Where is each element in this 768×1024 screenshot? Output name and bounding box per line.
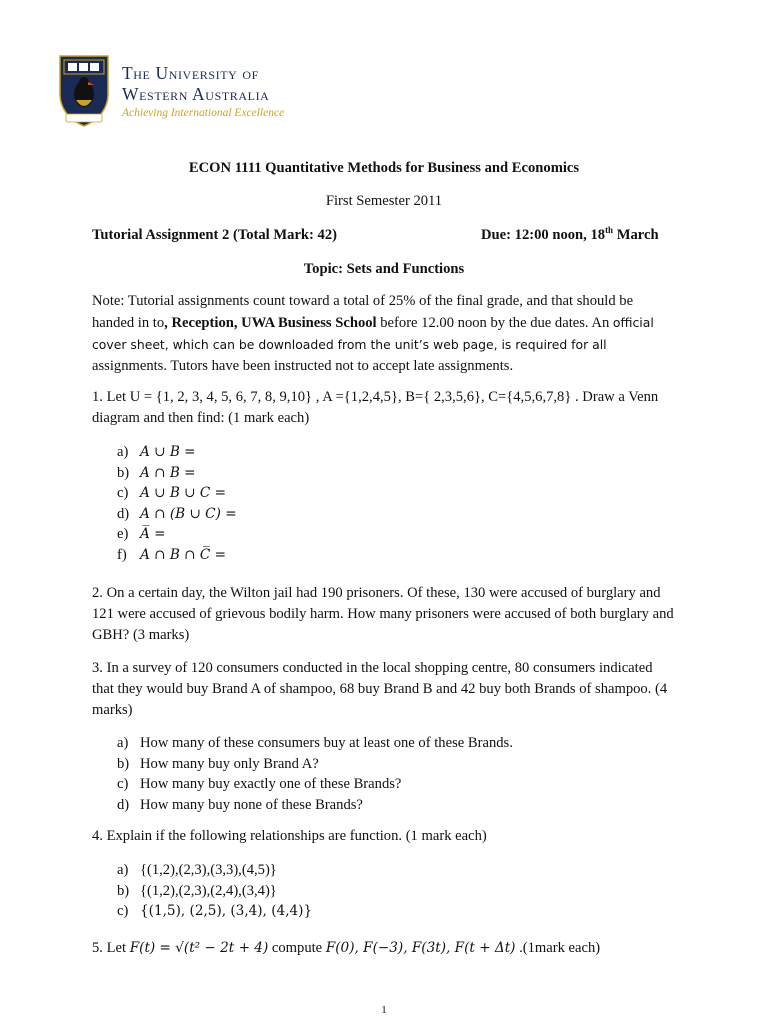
question-2: 2. On a certain day, the Wilton jail had 190 prisoners. Of these, 130 were accused of burglary and 121 were accused of grievous bodily harm. How many prisoners were accused of both burglary and GBH? (3 marks)	[92, 585, 674, 643]
q5-function: F(t) = √(t² − 2t + 4)	[129, 940, 269, 956]
list-item	[117, 463, 237, 484]
item-label: e)	[117, 526, 129, 543]
item-label: b)	[117, 882, 130, 899]
list-item	[117, 504, 237, 525]
course-title: ECON 1111 Quantitative Methods for Business and Economics	[188, 160, 580, 176]
note-bold: , Reception, UWA Business School	[164, 315, 377, 331]
university-crest-logo	[58, 54, 110, 128]
set-expression: A ∪ B =	[140, 444, 196, 460]
list-item	[117, 545, 237, 566]
note-paragraph	[92, 291, 677, 377]
topic: Topic: Sets and Functions	[303, 261, 465, 277]
list-item	[117, 483, 237, 504]
relation-set: {(1,2),(2,3),(3,3),(4,5)}	[140, 862, 277, 878]
question-3: 3. In a survey of 120 consumers conducted in the local shopping centre, 80 consumers indicated that they would buy Brand A of shampoo, 68 buy Brand B and 42 buy both Brands of shampoo. (4 marks)	[92, 660, 668, 718]
question-1-list	[117, 442, 237, 566]
item-text: How many of these consumers buy at least one of these Brands.	[140, 735, 513, 751]
item-text: How many buy only Brand A?	[140, 755, 319, 772]
item-label: b)	[117, 755, 130, 772]
item-label: d)	[117, 505, 130, 522]
item-label: c)	[117, 903, 129, 920]
due-date-text: Due: 12:00 noon, 18	[481, 227, 606, 243]
item-label: f)	[117, 546, 127, 563]
due-date	[481, 227, 659, 244]
page-number: 1	[381, 1004, 387, 1016]
list-item	[117, 442, 237, 463]
university-name	[122, 63, 269, 105]
due-date-sup: th	[605, 225, 614, 236]
note-text-2: before 12.00 noon by the due dates. An	[376, 315, 613, 331]
note-cover-sheet-text: official cover sheet, which can be downloaded from the unit’s web page, is required for all	[92, 315, 654, 352]
question-4-list	[117, 860, 312, 922]
item-label: a)	[117, 862, 129, 878]
question-5	[92, 938, 677, 959]
item-label: a)	[117, 444, 129, 460]
item-text: How many buy none of these Brands?	[140, 796, 363, 813]
item-label: d)	[117, 796, 130, 813]
question-1: 1. Let U = {1, 2, 3, 4, 5, 6, 7, 8, 9,10} , A ={1,2,4,5}, B={ 2,3,5,6}, C={4,5,6,7,8} . Draw a Venn diagram and then find: (1 mark each)	[92, 389, 659, 426]
assignment-title: Tutorial Assignment 2 (Total Mark: 42)	[92, 227, 337, 243]
item-text: How many buy exactly one of these Brands?	[140, 776, 402, 793]
item-label: c)	[117, 776, 129, 793]
question-3-list	[117, 733, 513, 815]
semester: First Semester 2011	[325, 193, 443, 209]
item-label: a)	[117, 735, 129, 751]
q5-prefix: 5. Let	[92, 940, 130, 956]
q5-targets: F(0), F(−3), F(3t), F(t + Δt)	[325, 940, 516, 956]
university-name-line1: The University of	[122, 63, 259, 83]
university-name-line2: Western Australia	[122, 84, 270, 104]
set-expression: A ∩ (B ∪ C) =	[140, 505, 237, 522]
item-label: b)	[117, 464, 130, 481]
list-item	[117, 860, 312, 881]
list-item	[117, 774, 513, 795]
question-4: 4. Explain if the following relationships are function. (1 mark each)	[92, 828, 487, 844]
set-expression: A ∪ B ∪ C =	[140, 485, 226, 502]
note-text-3: assignments. Tutors have been instructed not to accept late assignments.	[92, 358, 514, 374]
list-item	[117, 901, 312, 922]
q5-middle: compute	[268, 940, 326, 956]
list-item	[117, 733, 513, 754]
university-motto: Achieving International Excellence	[122, 107, 285, 119]
list-item	[117, 524, 237, 545]
list-item	[117, 795, 513, 816]
set-expression: A̅ =	[140, 526, 166, 543]
due-date-month: March	[613, 227, 659, 243]
relation-set: {(1,2),(2,3),(2,4),(3,4)}	[140, 882, 277, 899]
set-expression: A ∩ B ∩ C̅ =	[140, 546, 226, 563]
list-item	[117, 881, 312, 902]
item-label: c)	[117, 485, 129, 502]
set-expression: A ∩ B =	[140, 464, 196, 481]
list-item	[117, 754, 513, 775]
q5-suffix: .(1mark each)	[515, 940, 601, 956]
note-text-1: Note: Tutorial assignments count toward a total of 25% of the final grade, and that should be handed in to	[92, 293, 634, 331]
relation-set: {(1,5), (2,5), (3,4), (4,4)}	[140, 903, 313, 920]
